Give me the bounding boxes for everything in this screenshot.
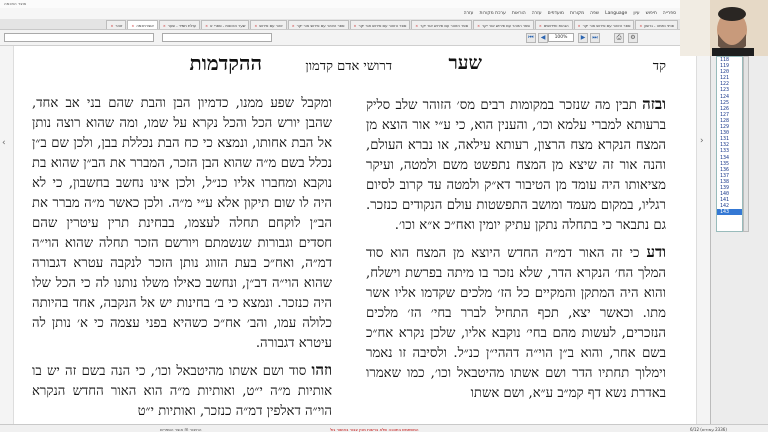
page-list-item[interactable]: 129 — [720, 124, 730, 131]
page-list-item[interactable]: 121 — [720, 75, 730, 82]
tab[interactable] — [288, 20, 349, 29]
tab-label: הגהות וחידושים — [543, 23, 569, 28]
page-list-item[interactable]: 118 — [720, 57, 730, 63]
page-list-item[interactable]: 124 — [720, 93, 730, 100]
prev-page-button[interactable]: ◀ — [538, 33, 548, 43]
menu-item[interactable]: הוראות — [511, 11, 526, 16]
paragraph-lead-word: ודע — [646, 243, 666, 261]
paragraph-text: כי זה האור דמ״ה החדש היוצא מן המצח הוא סוד המלך הח׳ הנקרא הדר, שלא נזכר בו מיתה בפרשת וישלח, והוא היה המתקן והמקיים כל הז׳ מלכים שקדמו אליו אשר מתו. וכאשר יצא, תכף התחיל לברר בחי׳ הז׳ מלכים הנזכרים, לעשות מהם בחי׳ נוקבא אליו, שלכן נקרא אח״כ בשם אחר, והוא ב״ן הוי״ה דההי״ן כנ״ל. ולסיבה זו נאמר וימלוך תחתיו הדר ושם אשתו מהיטבאל וכו׳, כמו שאמרו באדרת נשא דף קמ״ב ע״א, ושם אשתו — [366, 246, 666, 401]
page-list-item[interactable]: 133 — [720, 148, 730, 155]
status-warning-text: המשתמש בתוכנה שלא ברשות מכין צבור באיסור גזל — [330, 426, 419, 432]
status-page-count: 6/12 ‫(2336 עמודים) — [690, 426, 727, 432]
tab-label: עולת תמיד - שער — [167, 23, 197, 28]
tab-label: אוצרחכמה — [136, 23, 154, 28]
window-title: אוצר החכמה — [4, 1, 27, 6]
tab[interactable] — [127, 20, 157, 29]
close-tab-icon[interactable]: × — [353, 23, 357, 28]
paragraph — [366, 94, 666, 236]
search-input-left[interactable] — [4, 33, 154, 42]
tab[interactable] — [535, 20, 573, 29]
page-list-scrollbar[interactable] — [743, 56, 749, 232]
close-tab-icon[interactable]: × — [639, 23, 643, 28]
paragraph — [32, 360, 332, 422]
menu-item[interactable]: Language — [605, 11, 628, 16]
tab-label: שער הכוונות - ספרי א — [210, 23, 246, 28]
close-tab-icon[interactable]: × — [162, 23, 166, 28]
close-tab-icon[interactable]: × — [538, 23, 542, 28]
page-list-item[interactable]: 141 — [720, 197, 730, 204]
page-list-item[interactable]: 139 — [720, 184, 730, 191]
page-list-item[interactable]: 143 — [717, 209, 742, 215]
menu-item[interactable]: חיפוש — [645, 11, 657, 16]
menu-item[interactable]: עיון — [633, 11, 640, 16]
page-list-item[interactable]: 140 — [720, 191, 730, 198]
menu-item[interactable]: מקורות — [569, 11, 585, 16]
tab-label: ספר הזוהר עם פירוש אור יקר — [482, 23, 530, 28]
tab[interactable] — [350, 20, 411, 29]
page-list-item[interactable]: 132 — [720, 142, 730, 149]
print-icon[interactable]: ⎙ — [614, 33, 624, 43]
page-list-item[interactable]: 122 — [720, 81, 730, 88]
paragraph-lead-word: וזהו — [311, 361, 332, 379]
page-list-item[interactable]: 123 — [720, 87, 730, 94]
settings-icon[interactable]: ⚙ — [628, 33, 638, 43]
status-bar — [0, 424, 768, 432]
prev-page-arrow[interactable] — [0, 46, 14, 424]
page-list-item[interactable]: 137 — [720, 172, 730, 179]
tab[interactable] — [473, 20, 534, 29]
header-shaar: שער — [448, 52, 482, 74]
chevron-left-icon: ‹ — [2, 138, 6, 148]
close-tab-icon[interactable]: × — [415, 23, 419, 28]
menu-item[interactable]: עזרה — [463, 11, 474, 16]
page-list-item[interactable]: 120 — [720, 69, 730, 76]
first-page-button[interactable]: ⏮ — [526, 33, 536, 43]
tab-label: ספר הזוהר עם פירוש אור יקר — [296, 23, 345, 28]
menu-item[interactable]: מועדפים — [547, 11, 564, 16]
page-list-item[interactable]: 135 — [720, 160, 730, 167]
paragraph-text: תבין מה שנזכר במקומות רבים מס׳ הזוהר שלב סליק ברעותא למברי עלמא וכו׳, והענין הוא, כי ע״י אור הוצא מן המצח הנקרא מצח הרצון, רעותא עילאה, או נברא העולם, והנה אור זה שיצא מן המצח נתפשט משם ולמטה, ועיקר מציאותו היה עומד מן הטיבור דא״ק ולמטה עד קרוב לסיום רגליו, במקום מעמד ומושב התפשטות עולם הנקודים כנזכר. גם נתבאר כי בתחלה נתקן עתיק יומין ואח״כ א״א וכו׳. — [366, 98, 666, 233]
paragraph — [366, 242, 666, 404]
status-left-text: אוצר הספרים ‪m‬ החיבור — [160, 426, 202, 432]
title-bar — [0, 0, 768, 8]
menu-item[interactable]: עזרה — [531, 11, 542, 16]
close-tab-icon[interactable]: × — [205, 23, 208, 28]
zoom-field[interactable]: 100% — [548, 33, 574, 42]
tab-label: ספר הזוהר עם פירוש אור יקר — [582, 23, 631, 28]
tab[interactable] — [159, 20, 200, 29]
page-number-header: קד — [652, 59, 666, 74]
page-list-item[interactable]: 138 — [720, 178, 730, 185]
page-list-item[interactable]: 134 — [720, 154, 730, 161]
search-input-center[interactable] — [162, 33, 272, 42]
page-list-item[interactable]: 119 — [720, 63, 730, 70]
page-list-item[interactable]: 131 — [720, 136, 730, 143]
last-page-button[interactable]: ⏭ — [590, 33, 600, 43]
close-tab-icon[interactable]: × — [577, 23, 581, 28]
tab-label: ספר הזוהר עם פירוש אור יקר — [420, 23, 469, 28]
page-list-item[interactable]: 127 — [720, 111, 730, 118]
header-title: ההקדמות — [189, 51, 262, 75]
close-tab-icon[interactable]: × — [254, 23, 258, 28]
close-tab-icon[interactable]: × — [110, 23, 114, 28]
page-list-item[interactable]: 126 — [720, 105, 730, 112]
tab[interactable] — [635, 20, 678, 29]
tab[interactable] — [250, 20, 286, 29]
header-section: דרושי אדם קדמון — [305, 59, 392, 74]
chevron-right-icon: › — [700, 136, 704, 146]
page-list[interactable] — [716, 56, 743, 232]
tab[interactable] — [201, 20, 249, 29]
tab-label: זוהר עם פירוש — [259, 23, 283, 28]
toolbar — [0, 30, 710, 46]
text-column-left — [32, 94, 332, 428]
menu-item[interactable]: ערכת מקורות — [479, 11, 506, 16]
text-column-right — [366, 94, 666, 410]
page-list-item[interactable]: 136 — [720, 166, 730, 173]
menu-item[interactable]: שפה — [590, 11, 600, 16]
book-page — [20, 46, 692, 424]
page-list-item[interactable]: 142 — [720, 203, 730, 210]
tab[interactable] — [574, 20, 635, 29]
page-list-item[interactable]: 125 — [720, 99, 730, 106]
tab-label: זוהר — [115, 23, 123, 28]
paragraph-lead-word: ובזה — [642, 95, 666, 113]
tab[interactable] — [411, 20, 472, 29]
tab[interactable] — [106, 20, 126, 29]
tab-label: ספר הזוהר עם פירוש אור יקר — [358, 23, 407, 28]
next-page-arrow[interactable] — [696, 46, 710, 424]
tab-bar — [0, 19, 680, 30]
page-list-item[interactable]: 128 — [720, 117, 730, 124]
tab-label: פניני נחמה - גרשון — [644, 23, 674, 28]
webcam-overlay — [680, 0, 768, 56]
next-page-button[interactable]: ▶ — [578, 33, 588, 43]
close-tab-icon[interactable]: × — [131, 23, 135, 28]
close-tab-icon[interactable]: × — [477, 23, 481, 28]
page-list-item[interactable]: 130 — [720, 130, 730, 137]
menu-bar — [0, 8, 680, 19]
paragraph — [32, 94, 332, 354]
paragraph-text: ומקבל שפע ממנו, כדמיון הבן והבת שהם בני אב אחד, שהבן יורש הכל והכל נקרא על שמו, ומה שהוא רוצה נותן אל הבת אחותו, ונמצא כי כח הבת נכללת בבן, ולכן שם ב״ן נכלל בשם מ״ה שהוא הבן הזכר, המברר את הב״ן שהוא בת נוקבא ומחברו אליו כנ״ל, ולכן אינו נחשב בחשבון, כי לא היה לו שום תיקון אלא ע״י מ״ה. ולכן כאשר מ״ה מברר את הב״ן לוקחם תחלה לעצמו, בבחינת תרין עיטרין שהם חסדים וגבורות שנשמתם ויורשם הזכר תחלה שהוא הוי״ה דמ״ה, ואח״כ בעת הזווג נותן הזכר לנקבה עטרא דגבורה שהוא הוי״ה דב״ן, ונחשב כאילו משלו נותנו לה כי הכל שלו היה כנזכר. ונמצא כי ב׳ בחינות יש אל הנקבה, אחד בהיותה כלולה עמו, והב׳ אח״כ כשהיא בפני עצמה כי א׳ נותן לה עיטרא דגבורה. — [32, 96, 332, 351]
paragraph-text: סוד ושם אשתו מהיטבאל וכו׳, כי הנה בשם זה יש בו אותיות מ״ה י״ט, ואותיות מ״ה הוא האור החדש הנקרא הוי״ה דאלפין דמ״ה כנזכר, ואותיות י״ט — [32, 364, 332, 419]
close-tab-icon[interactable]: × — [291, 23, 295, 28]
menu-item[interactable]: ספרייה — [662, 11, 676, 16]
